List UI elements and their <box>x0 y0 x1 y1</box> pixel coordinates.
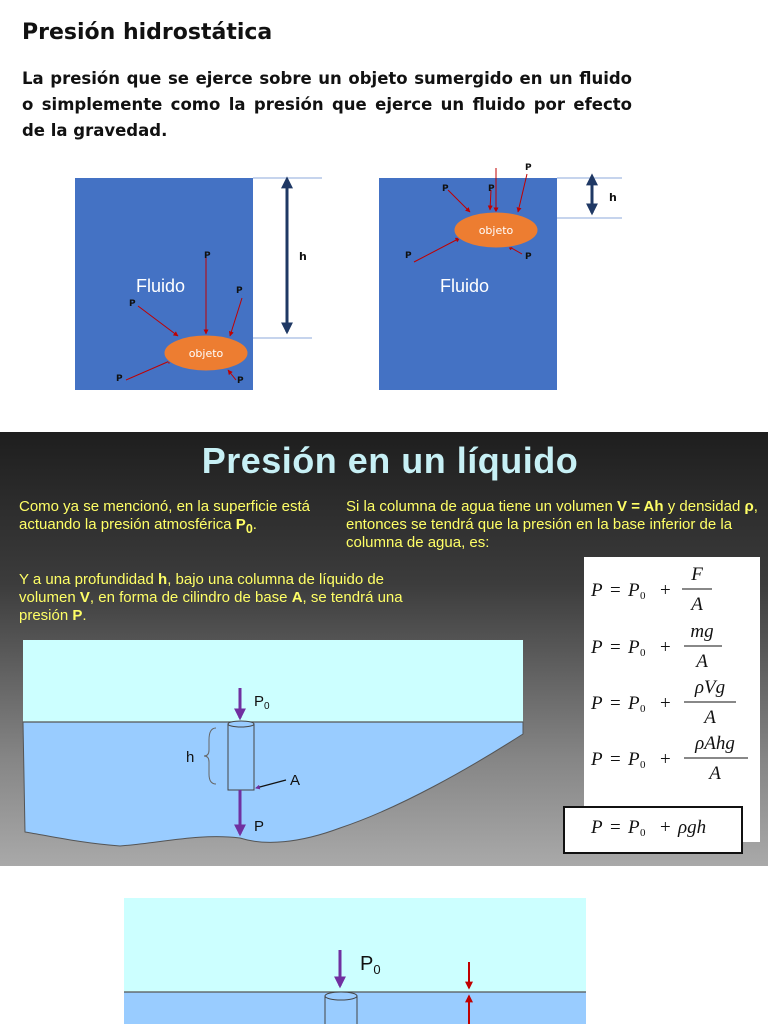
svg-text:P: P <box>591 749 603 770</box>
pressure-label: P <box>488 184 495 194</box>
object-label: objeto <box>478 224 514 237</box>
text-run: . <box>252 516 257 533</box>
text-run: Y a una profundidad <box>19 571 159 588</box>
svg-text:A: A <box>691 594 703 615</box>
air-region <box>124 898 586 992</box>
height-label: h <box>609 191 617 204</box>
svg-text:ρgh: ρgh <box>678 817 707 838</box>
svg-text:F: F <box>691 564 703 585</box>
svg-text:=: = <box>610 693 621 714</box>
h-label: h <box>186 749 195 766</box>
svg-text:=: = <box>610 580 621 601</box>
pressure-label: P <box>204 251 211 261</box>
svg-text:0: 0 <box>640 827 646 839</box>
svg-text:=: = <box>610 637 621 658</box>
svg-text:0: 0 <box>640 759 646 771</box>
slide-pressure-in-liquid <box>0 432 768 866</box>
a-label: A <box>290 772 301 789</box>
symbol-rho: ρ <box>744 498 754 515</box>
pressure-label: P <box>525 163 532 173</box>
text-run: , se tendrá una presión <box>19 589 403 624</box>
slide-title: Presión hidrostática <box>22 20 273 45</box>
slide-liquid-column-detail <box>0 866 768 1024</box>
text-run: . <box>82 607 87 624</box>
svg-text:0: 0 <box>640 590 646 602</box>
svg-text:=: = <box>610 817 621 838</box>
symbol-v: V <box>79 589 90 606</box>
svg-text:P: P <box>591 580 603 601</box>
pressure-label: P <box>442 184 449 194</box>
intro-paragraph <box>19 498 329 538</box>
svg-text:+: + <box>660 749 671 770</box>
p0-label: $P_0$ <box>254 693 270 712</box>
pressure-label: P <box>236 286 243 296</box>
slide-hydrostatic-pressure <box>0 0 768 432</box>
symbol-h: h <box>158 571 168 588</box>
liquid-column-diagram <box>0 638 525 848</box>
formula-panel <box>560 557 760 857</box>
svg-text:ρVg: ρVg <box>694 677 726 698</box>
svg-text:ρAhg: ρAhg <box>695 733 735 754</box>
text-run: , bajo una columna de líquido de volumen <box>19 571 385 606</box>
svg-text:A: A <box>709 763 721 784</box>
symbol-p: P <box>72 607 83 624</box>
svg-text:P: P <box>628 580 640 601</box>
pressure-label: P <box>129 299 136 309</box>
pressure-label: P <box>116 374 123 384</box>
symbol-p0: P <box>235 516 246 533</box>
diagram-object-deep <box>75 178 322 390</box>
object-label: objeto <box>188 347 224 360</box>
svg-text:0: 0 <box>640 703 646 715</box>
pressure-label: P <box>405 251 412 261</box>
fluid-label: Fluido <box>440 276 490 296</box>
svg-text:+: + <box>660 817 671 838</box>
svg-text:P: P <box>628 637 640 658</box>
svg-text:P: P <box>591 817 603 838</box>
svg-text:P: P <box>591 637 603 658</box>
volume-density-paragraph <box>346 498 764 552</box>
text-run: Si la columna de agua tiene un volumen <box>346 498 618 515</box>
p-label: P <box>254 818 265 835</box>
svg-text:0: 0 <box>640 647 646 659</box>
pressure-label: P <box>525 252 532 262</box>
diagram-object-shallow <box>379 163 622 390</box>
symbol-a: A <box>291 589 303 606</box>
svg-text:P: P <box>628 749 640 770</box>
svg-text:P: P <box>628 693 640 714</box>
subscript: 0 <box>245 522 253 536</box>
formula-final <box>564 807 742 853</box>
svg-text:mg: mg <box>690 621 714 642</box>
svg-text:A: A <box>704 707 716 728</box>
height-label: h <box>299 250 307 263</box>
svg-text:=: = <box>610 749 621 770</box>
text-run: Como ya se mencionó, en la superficie está actuando la presión atmosférica <box>19 498 310 533</box>
depth-paragraph <box>19 571 414 625</box>
text-run: y densidad <box>663 498 745 515</box>
air-region <box>23 640 523 722</box>
slide-title: Presión en un líquido <box>201 440 579 481</box>
p0-label: $P_0$ <box>360 953 381 977</box>
svg-text:P: P <box>591 693 603 714</box>
symbol-v-ah: V = Ah <box>617 498 664 515</box>
hydrostatic-diagrams <box>0 150 768 400</box>
svg-text:+: + <box>660 637 671 658</box>
text-run: , entonces se tendrá que la presión en la base inferior de la columna de agua, es: <box>346 498 758 551</box>
text-run: , en forma de cilindro de base <box>89 589 292 606</box>
svg-text:A: A <box>696 651 708 672</box>
pressure-label: P <box>237 376 244 386</box>
svg-text:+: + <box>660 580 671 601</box>
cylinder-top <box>228 721 254 727</box>
svg-text:+: + <box>660 693 671 714</box>
cylinder-top <box>325 992 357 1000</box>
liquid-column-detail-diagram <box>0 866 768 1024</box>
svg-text:P: P <box>628 817 640 838</box>
slide-paragraph: La presión que se ejerce sobre un objeto sumergido en un fluido o simplemente como la presión que ejerce un fluido por efecto de la gravedad. <box>22 69 632 140</box>
fluid-label: Fluido <box>136 276 186 296</box>
